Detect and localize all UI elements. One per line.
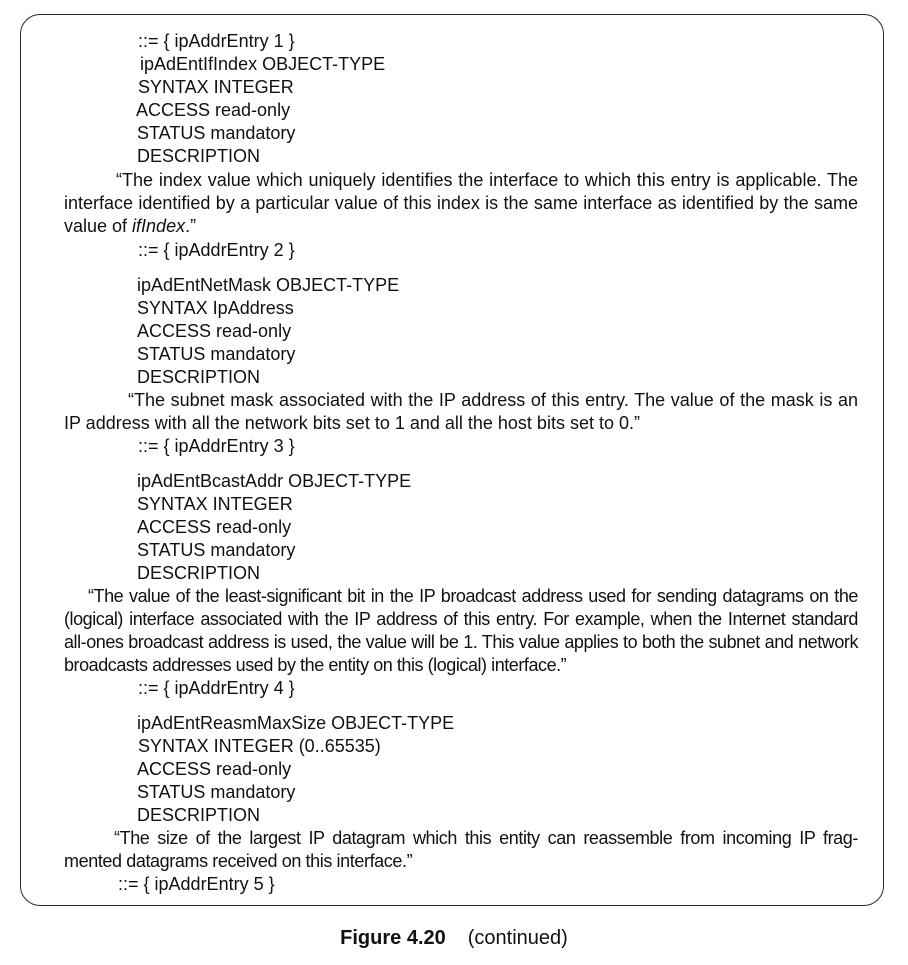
object-type-name: ipAdEntIfIndex OBJECT-TYPE — [140, 54, 386, 74]
access-line: ACCESS read-only — [137, 321, 292, 341]
caption-text: (continued) — [467, 927, 568, 949]
description-text: “The size of the largest IP datagram which this entity can reassemble from incoming IP frag-mented datagrams received on this interface.” — [64, 828, 858, 871]
description-text: “The value of the least-significant bit in the IP broadcast address used for sending datagrams on the (logical) interface associated with the IP address of this entry. For example, when the Internet standard all-ones broadcast address is used, the value will be 1. This value applies to both the subnet and network broadcasts addresses used by the entity on this (logical) interface.” — [64, 586, 858, 675]
syntax-line: SYNTAX INTEGER (0..65535) — [138, 736, 381, 756]
syntax-line: SYNTAX INTEGER — [137, 494, 293, 514]
clause-line: ::= { ipAddrEntry 4 } — [138, 678, 295, 698]
status-line: STATUS mandatory — [137, 344, 296, 364]
clause-line: ::= { ipAddrEntry 1 } — [138, 31, 295, 51]
description-label: DESCRIPTION — [137, 367, 261, 387]
status-line: STATUS mandatory — [137, 782, 296, 802]
description-label: DESCRIPTION — [137, 146, 261, 166]
object-type-name: ipAdEntReasmMaxSize OBJECT-TYPE — [137, 713, 455, 733]
description-emphasis: ifIndex — [132, 216, 186, 236]
status-line: STATUS mandatory — [137, 123, 296, 143]
access-line: ACCESS read-only — [137, 759, 292, 779]
clause-line: ::= { ipAddrEntry 3 } — [138, 436, 295, 456]
description-label: DESCRIPTION — [137, 563, 261, 583]
description-text: “The index value which uniquely identifies the interface to which this entry is applicable. The interface identified by a particular value of this index is the same interface as identified by the same value of ifIndex.” — [64, 170, 858, 236]
description-text: “The subnet mask associated with the IP address of this entry. The value of the mask is an IP address with all the network bits set to 1 and all the host bits set to 0.” — [64, 390, 858, 433]
access-line: ACCESS read-only — [137, 517, 292, 537]
access-line: ACCESS read-only — [136, 100, 291, 120]
object-type-name: ipAdEntBcastAddr OBJECT-TYPE — [137, 471, 412, 491]
status-line: STATUS mandatory — [137, 540, 296, 560]
figure-caption — [0, 927, 908, 950]
object-type-name: ipAdEntNetMask OBJECT-TYPE — [137, 275, 400, 295]
clause-line: ::= { ipAddrEntry 5 } — [118, 874, 275, 894]
clause-line: ::= { ipAddrEntry 2 } — [138, 240, 295, 260]
figure-number: Figure 4.20 — [340, 927, 446, 949]
syntax-line: SYNTAX INTEGER — [138, 77, 294, 97]
syntax-line: SYNTAX IpAddress — [137, 298, 294, 318]
description-label: DESCRIPTION — [137, 805, 261, 825]
